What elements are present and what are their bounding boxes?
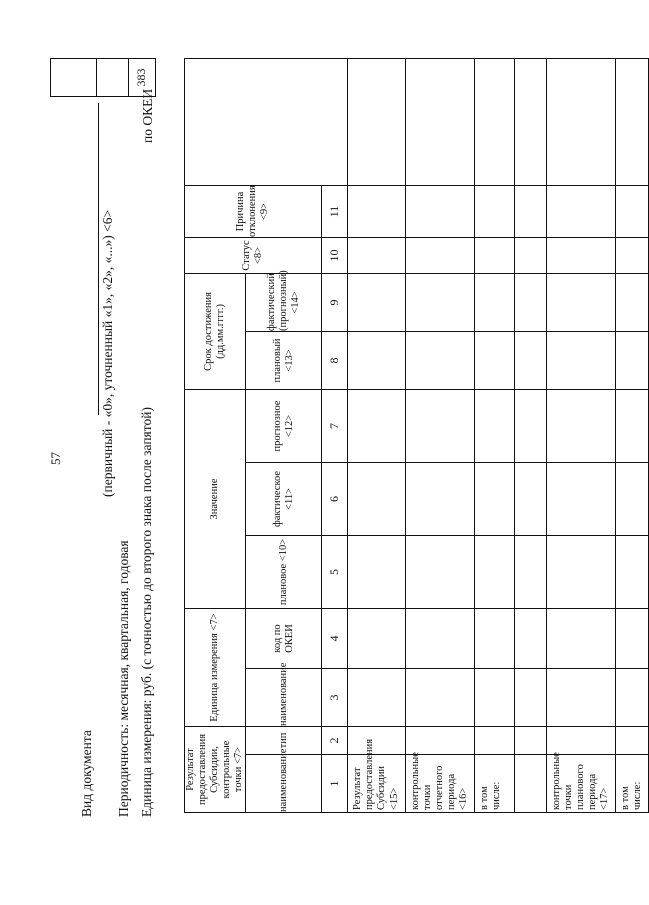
col-number: 9 <box>322 273 348 331</box>
row-label: в том числе: <box>616 755 649 813</box>
table-cell <box>616 237 649 273</box>
header-okei-code: код по ОКЕИ <box>246 608 322 668</box>
table-cell <box>348 669 405 727</box>
header-deadline-actual: фактический (прогнозный) <14> <box>246 273 322 331</box>
table-cell <box>616 669 649 727</box>
code-box-cell <box>97 59 129 97</box>
table-cell <box>348 727 405 755</box>
table-cell <box>546 331 615 389</box>
table-cell <box>474 273 514 331</box>
table-cell <box>474 462 514 535</box>
table-cell <box>546 389 615 462</box>
table-cell <box>616 331 649 389</box>
table-cell <box>474 331 514 389</box>
col-number: 8 <box>322 331 348 389</box>
table-cell <box>616 58 649 185</box>
header-forecast: прогнозное <12> <box>246 389 322 462</box>
code-box-cell <box>51 59 97 97</box>
header-reason: Причина отклонения <9> <box>185 185 322 237</box>
row-label: Результат предоставления Субсидии <15> <box>348 755 405 813</box>
table-cell <box>405 58 474 185</box>
header-unit-name: наименование <box>246 669 322 727</box>
table-cell <box>616 727 649 755</box>
table-cell <box>514 727 546 755</box>
col-number: 6 <box>322 462 348 535</box>
col-number: 2 <box>322 727 348 755</box>
table-cell <box>514 58 546 185</box>
table-cell <box>405 669 474 727</box>
table-cell <box>405 237 474 273</box>
table-cell <box>405 608 474 668</box>
header-planned: плановое <10> <box>246 535 322 608</box>
header-deadline-plan: плановый <13> <box>246 331 322 389</box>
page-number: 57 <box>48 452 63 465</box>
table-cell <box>514 237 546 273</box>
table-cell <box>405 331 474 389</box>
table-cell <box>546 669 615 727</box>
doc-kind-underline <box>98 103 99 415</box>
table-cell <box>474 237 514 273</box>
header-result: Результат предоставления Субсидии, контрольные точки <7> <box>185 727 246 813</box>
doc-kind-label: Вид документа <box>79 730 94 817</box>
header-name: наименование <box>246 755 322 813</box>
table-cell <box>348 608 405 668</box>
table-cell <box>348 185 405 237</box>
table-cell <box>514 389 546 462</box>
table-cell <box>348 389 405 462</box>
header-status: Статус <8> <box>185 237 322 273</box>
header-actual: фактическое <11> <box>246 462 322 535</box>
row-label: контрольные точки планового периода <17> <box>546 755 615 813</box>
table-cell <box>405 389 474 462</box>
table-cell <box>546 462 615 535</box>
unit-line: Единица измерения: руб. (с точностью до второго знака после запятой) <box>139 407 154 817</box>
table-cell <box>405 462 474 535</box>
table-cell <box>514 185 546 237</box>
table-cell <box>348 331 405 389</box>
table-cell <box>348 58 405 185</box>
results-table <box>184 58 649 813</box>
col-number: 1 <box>322 755 348 813</box>
table-cell <box>616 608 649 668</box>
table-cell <box>348 535 405 608</box>
table-cell <box>514 669 546 727</box>
table-cell <box>616 185 649 237</box>
table-cell <box>616 389 649 462</box>
table-cell <box>546 58 615 185</box>
table-cell <box>514 462 546 535</box>
row-label: в том числе: <box>474 755 514 813</box>
col-number: 11 <box>322 185 348 237</box>
col-number: 4 <box>322 608 348 668</box>
table-cell <box>546 185 615 237</box>
table-cell <box>474 669 514 727</box>
table-cell <box>616 273 649 331</box>
okei-label: по ОКЕИ <box>140 88 155 143</box>
blank-column <box>185 58 348 185</box>
table-cell <box>546 535 615 608</box>
table-cell <box>348 237 405 273</box>
table-cell <box>348 273 405 331</box>
table-cell <box>514 608 546 668</box>
table-cell <box>474 535 514 608</box>
col-number: 7 <box>322 389 348 462</box>
table-cell <box>405 727 474 755</box>
header-value: Значение <box>185 389 246 608</box>
header-unit: Единица измерения <7> <box>185 608 246 726</box>
table-cell <box>405 185 474 237</box>
table-cell <box>474 389 514 462</box>
table-cell <box>474 727 514 755</box>
col-number: 5 <box>322 535 348 608</box>
table-cell <box>546 237 615 273</box>
table-cell <box>474 608 514 668</box>
table-cell <box>405 273 474 331</box>
row-label: контрольные точки отчетного периода <16> <box>405 755 474 813</box>
table-cell <box>546 608 615 668</box>
table-cell <box>514 331 546 389</box>
table-cell <box>514 273 546 331</box>
table-cell <box>348 462 405 535</box>
okei-code: 383 <box>129 59 156 97</box>
table-cell <box>546 727 615 755</box>
periodicity-line: Периодичность: месячная, квартальная, годовая <box>116 540 131 817</box>
row-label <box>514 755 546 813</box>
doc-kind-hint: (первичный - «0», уточненный «1», «2», «...») <6> <box>100 209 115 497</box>
table-cell <box>616 462 649 535</box>
table-cell <box>616 535 649 608</box>
table-cell <box>514 535 546 608</box>
table-cell <box>546 273 615 331</box>
header-deadline: Срок достижения (дд.мм.гггг.) <box>185 273 246 389</box>
table-cell <box>474 185 514 237</box>
code-box <box>50 58 156 97</box>
col-number: 10 <box>322 237 348 273</box>
table-cell <box>474 58 514 185</box>
col-number: 3 <box>322 669 348 727</box>
table-cell <box>405 535 474 608</box>
header-type: тип <box>246 727 322 755</box>
